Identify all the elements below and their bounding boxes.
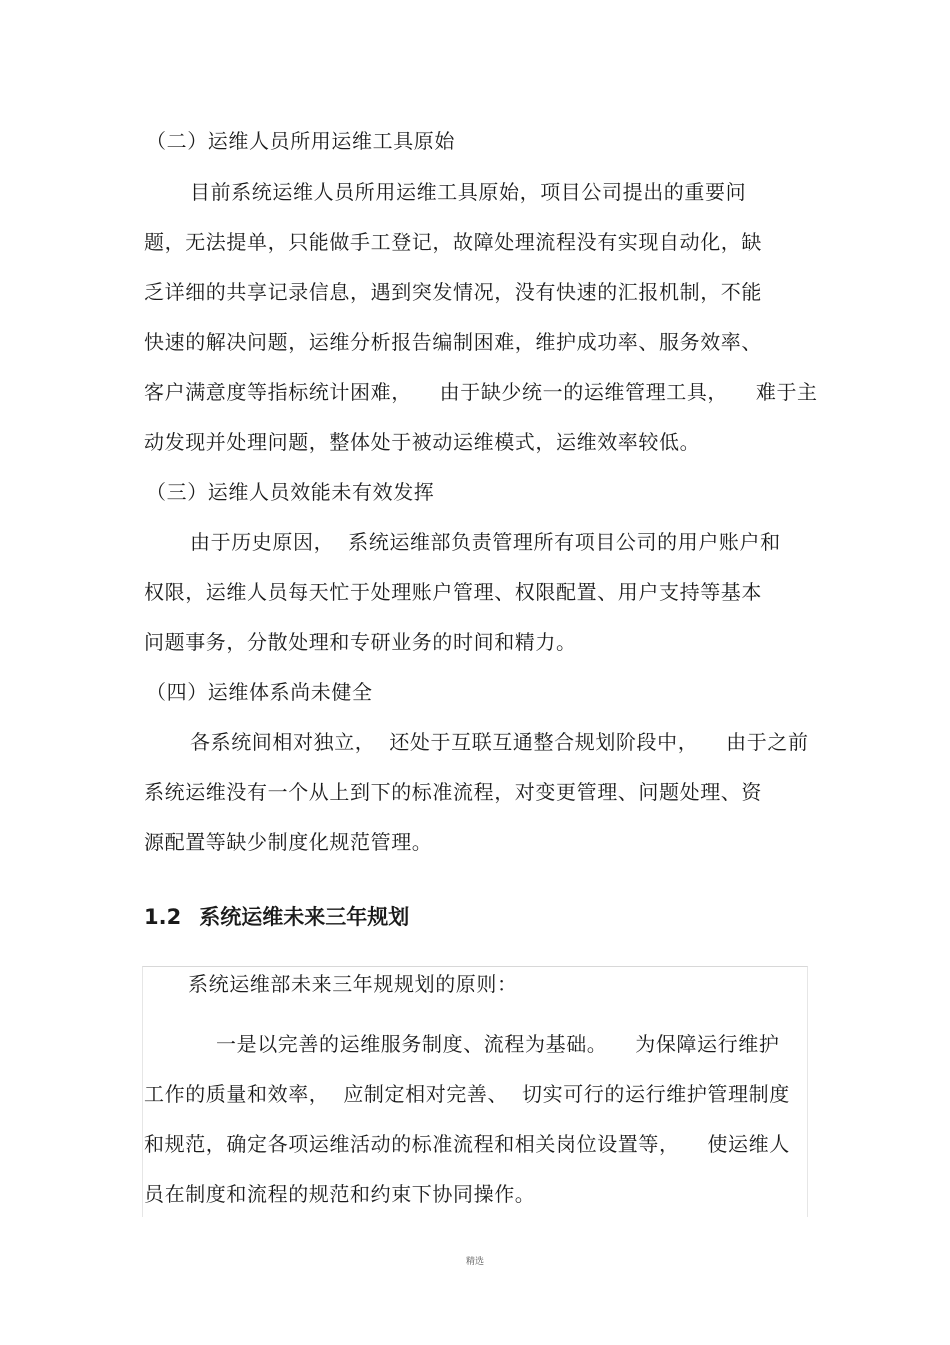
principles-line: 和规范，确定各项运维活动的标准流程和相关岗位设置等， 使运维人 <box>144 1132 790 1156</box>
paragraph-line: 客户满意度等指标统计困难， 由于缺少统一的运维管理工具， 难于主 <box>144 380 818 404</box>
paragraph-line: 权限，运维人员每天忙于处理账户管理、权限配置、用户支持等基本 <box>144 580 762 604</box>
paragraph-line: 系统运维没有一个从上到下的标准流程，对变更管理、问题处理、资 <box>144 780 762 804</box>
paragraph-line: 问题事务，分散处理和专研业务的时间和精力。 <box>144 630 577 654</box>
section-1-2-heading <box>144 902 409 932</box>
section-number: 1.2 <box>144 905 182 929</box>
principles-line: 员在制度和流程的规范和约束下协同操作。 <box>144 1182 536 1206</box>
paragraph-line: 目前系统运维人员所用运维工具原始，项目公司提出的重要问 <box>190 180 747 204</box>
paragraph-line: 快速的解决问题，运维分析报告编制困难，维护成功率、服务效率、 <box>144 330 762 354</box>
principles-intro: 系统运维部未来三年规规划的原则： <box>188 972 518 996</box>
section-heading-2: （二）运维人员所用运维工具原始 <box>146 129 455 153</box>
paragraph-line: 源配置等缺少制度化规范管理。 <box>144 830 433 854</box>
paragraph-line: 由于历史原因， 系统运维部负责管理所有项目公司的用户账户和 <box>190 530 781 554</box>
paragraph-line: 动发现并处理问题，整体处于被动运维模式，运维效率较低。 <box>144 430 701 454</box>
paragraph-line: 题，无法提单，只能做手工登记，故障处理流程没有实现自动化，缺 <box>144 230 762 254</box>
principles-line: 工作的质量和效率， 应制定相对完善、 切实可行的运行维护管理制度 <box>144 1082 790 1106</box>
principles-line: 一是以完善的运维服务制度、流程为基础。 为保障运行维护 <box>216 1032 780 1056</box>
page-footer: 精选 <box>465 1257 484 1267</box>
section-heading-3: （三）运维人员效能未有效发挥 <box>146 480 435 504</box>
paragraph-line: 乏详细的共享记录信息，遇到突发情况，没有快速的汇报机制，不能 <box>144 280 762 304</box>
paragraph-line: 各系统间相对独立， 还处于互联互通整合规划阶段中， 由于之前 <box>190 730 809 754</box>
section-heading-4: （四）运维体系尚未健全 <box>146 680 373 704</box>
section-title: 系统运维未来三年规划 <box>199 905 410 929</box>
